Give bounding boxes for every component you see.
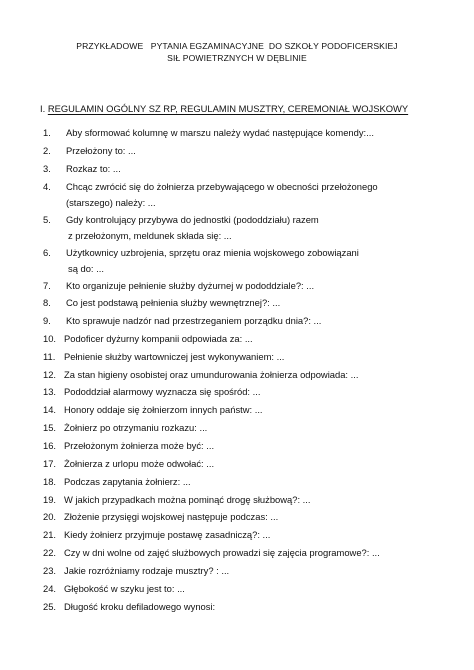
question-item: [43, 386, 260, 398]
question-item: [43, 601, 215, 613]
question-text: Złożenie przysięgi wojskowej następuje podczas: ...: [64, 511, 279, 522]
question-number: 10.: [43, 333, 57, 344]
question-text: Podczas zapytania żołnierz: ...: [64, 476, 191, 487]
title-line-2: SIŁ POWIETRZNYCH W DĘBLINIE: [167, 53, 307, 63]
question-text: Przełożony to: ...: [66, 145, 136, 156]
question-item: [43, 404, 263, 416]
question-item: [43, 369, 358, 381]
question-number: 8.: [43, 297, 51, 308]
question-text: Gdy kontrolujący przybywa do jednostki (pododdziału) razem: [66, 214, 319, 225]
question-text: Aby sformować kolumnę w marszu należy wydać następujące komendy:...: [66, 127, 374, 138]
question-item: [43, 511, 278, 523]
question-number: 11.: [43, 351, 56, 362]
question-number: 21.: [43, 529, 57, 540]
question-number: 20.: [43, 511, 57, 522]
title-line-1: PRZYKŁADOWE PYTANIA EGZAMINACYJNE DO SZKOŁY PODOFICERSKIEJ: [76, 41, 398, 51]
question-item: [43, 315, 321, 327]
question-text: Co jest podstawą pełnienia służby wewnętrznej?: ...: [66, 297, 281, 308]
question-text: Kiedy żołnierz przyjmuje postawę zasadniczą?: ...: [64, 529, 271, 540]
question-number: 3.: [43, 163, 51, 174]
question-item: [43, 247, 359, 259]
question-item: [43, 280, 314, 292]
question-continuation: (starszego) należy: ...: [66, 197, 156, 208]
section-number: I.: [40, 103, 46, 114]
question-number: 24.: [43, 583, 57, 594]
section-heading: [40, 103, 408, 115]
question-item: [43, 181, 378, 193]
question-number: 22.: [43, 547, 57, 558]
question-number: 14.: [43, 404, 57, 415]
question-number: 16.: [43, 440, 57, 451]
question-item: [43, 565, 229, 577]
question-number: 23.: [43, 565, 57, 576]
question-item: [43, 145, 136, 157]
question-item: [43, 458, 214, 470]
question-text: Żołnierza z urlopu może odwołać: ...: [64, 458, 215, 469]
question-number: 7.: [43, 280, 51, 291]
question-text: Głębokość w szyku jest to: ...: [64, 583, 185, 594]
question-number: 13.: [43, 386, 57, 397]
question-number: 19.: [43, 494, 57, 505]
question-text: Przełożonym żołnierza może być: ...: [64, 440, 215, 451]
question-text: Rozkaz to: ...: [66, 163, 121, 174]
question-item: [43, 422, 207, 434]
question-text: Jakie rozróżniamy rodzaje musztry? : ...: [64, 565, 230, 576]
question-number: 2.: [43, 145, 51, 156]
question-number: 12.: [43, 369, 57, 380]
question-continuation: są do: ...: [68, 263, 104, 274]
question-number: 1.: [43, 127, 51, 138]
question-item: [43, 351, 284, 363]
question-number: 5.: [43, 214, 51, 225]
question-item: [43, 583, 185, 595]
question-number: 6.: [43, 247, 51, 258]
question-item: [43, 440, 214, 452]
question-number: 15.: [43, 422, 57, 433]
question-item: [43, 529, 270, 541]
question-item: [43, 214, 319, 226]
question-text: Czy w dni wolne od zajęć służbowych prowadzi się zajęcia programowe?: ...: [64, 547, 380, 558]
question-item: [43, 494, 310, 506]
question-text: W jakich przypadkach można pominąć drogę służbową?: ...: [64, 494, 311, 505]
question-text: Chcąc zwrócić się do żołnierza przebywającego w obecności przełożonego: [66, 181, 378, 192]
question-number: 18.: [43, 476, 57, 487]
question-text: Pełnienie służby wartowniczej jest wykonywaniem: ...: [64, 351, 285, 362]
question-text: Pododdział alarmowy wyznacza się spośród: ...: [64, 386, 261, 397]
question-continuation: z przełożonym, meldunek składa się: ...: [68, 230, 232, 241]
question-item: [43, 163, 121, 175]
question-text: Długość kroku defiladowego wynosi:: [64, 601, 216, 612]
question-number: 9.: [43, 315, 51, 326]
question-text: Żołnierz po otrzymaniu rozkazu: ...: [64, 422, 208, 433]
question-number: 17.: [43, 458, 57, 469]
question-text: Podoficer dyżurny kompanii odpowiada za: ...: [64, 333, 253, 344]
question-text: Kto sprawuje nadzór nad przestrzeganiem porządku dnia?: ...: [66, 315, 322, 326]
question-text: Użytkownicy uzbrojenia, sprzętu oraz mienia wojskowego zobowiązani: [66, 247, 359, 258]
question-item: [43, 333, 253, 345]
question-item: [43, 297, 280, 309]
question-text: Kto organizuje pełnienie służby dyżurnej w pododdziale?: ...: [66, 280, 315, 291]
question-text: Za stan higieny osobistej oraz umundurowania żołnierza odpowiada: ...: [64, 369, 359, 380]
question-number: 4.: [43, 181, 51, 192]
question-item: [43, 127, 374, 139]
section-heading-text: REGULAMIN OGÓLNY SZ RP, REGULAMIN MUSZTRY, CEREMONIAŁ WOJSKOWY: [47, 103, 409, 114]
question-number: 25.: [43, 601, 57, 612]
question-text: Honory oddaje się żołnierzom innych państw: ...: [64, 404, 263, 415]
document-title: [0, 40, 474, 64]
question-item: [43, 476, 191, 488]
question-item: [43, 547, 380, 559]
